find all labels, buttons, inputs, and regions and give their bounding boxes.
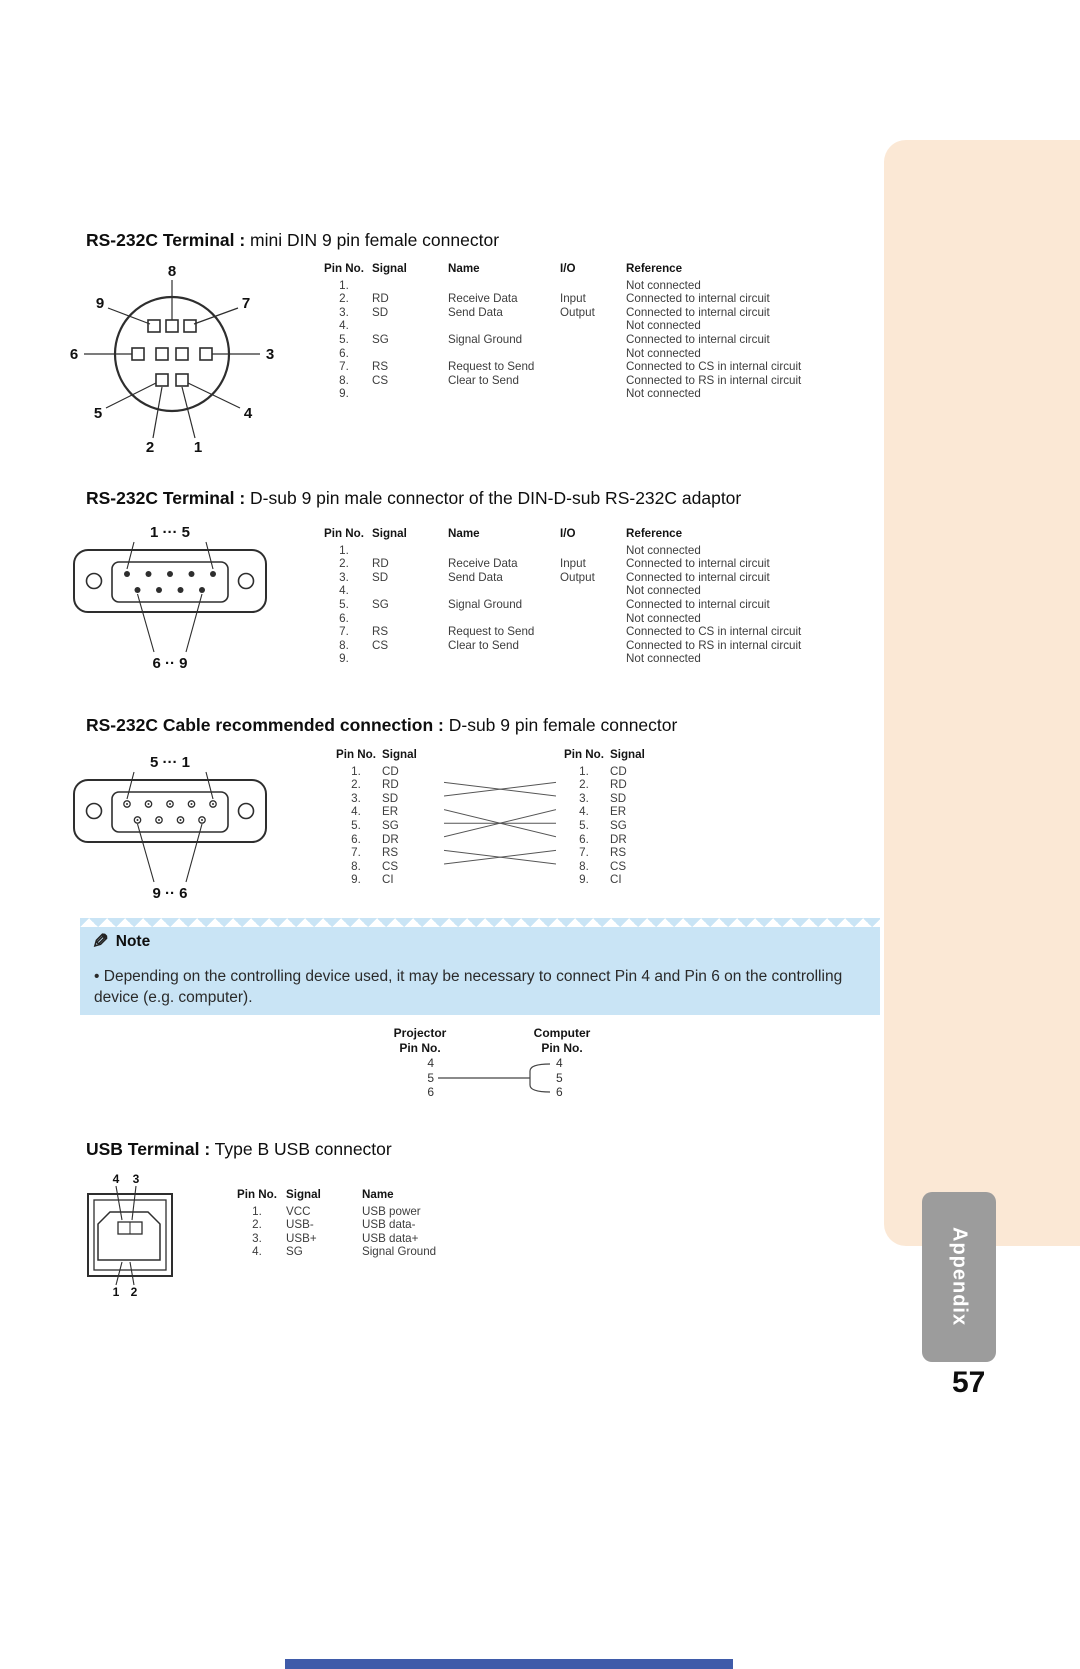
column-header: Reference — [626, 527, 683, 540]
table-cell: DR — [382, 832, 399, 846]
table-cell: RS — [372, 360, 389, 374]
table-cell: ER — [610, 805, 627, 819]
pencil-icon: ✎ — [92, 931, 109, 953]
column-header: Name — [448, 527, 480, 540]
table-cell: Connected to internal circuit — [626, 557, 770, 571]
table-cell: Request to Send — [448, 360, 535, 374]
table-cell: 9. — [339, 387, 349, 401]
table-cell: RS — [610, 846, 627, 860]
bridge-pin: 5 — [427, 1070, 434, 1085]
table-cell: 1. — [351, 764, 361, 778]
table-cell: RS — [372, 625, 389, 639]
column-header: Signal — [372, 527, 407, 540]
connector-pins — [124, 571, 216, 593]
screw-hole — [87, 804, 102, 819]
bridge-right-pins — [556, 1056, 576, 1100]
bridge-left-pins — [404, 1056, 434, 1100]
table-cell: 7. — [351, 846, 361, 860]
table-cell: 6. — [579, 832, 589, 846]
table-cell: Not connected — [626, 387, 701, 401]
table-cell: Not connected — [626, 584, 701, 598]
table-cell: 5. — [351, 818, 361, 832]
table-cell: RS — [382, 846, 399, 860]
table-cell: SD — [382, 791, 399, 805]
table-cell: 4. — [339, 319, 349, 333]
column-header: Signal — [610, 748, 645, 761]
bridge-right-sub: Pin No. — [541, 1040, 583, 1055]
section-title-bold: USB Terminal : — [86, 1139, 211, 1159]
screw-hole — [239, 574, 254, 589]
table-cell: Not connected — [626, 278, 701, 292]
dsub-female-connector-diagram — [70, 752, 270, 902]
table-cell: Output — [560, 570, 595, 584]
screw-hole — [239, 804, 254, 819]
table-cell — [372, 652, 448, 666]
table-cell: Send Data — [448, 305, 503, 319]
screw-hole — [87, 574, 102, 589]
appendix-tab-label: Appendix — [948, 1227, 971, 1327]
table-cell: 4. — [351, 805, 361, 819]
pin-range-label-bottom: 6 ·· 9 — [152, 655, 188, 672]
pin-table-usb — [228, 1188, 484, 1259]
table-cell: 3. — [579, 791, 589, 805]
table-cell: CI — [382, 873, 394, 887]
table-cell — [560, 347, 626, 361]
pin-label: 3 — [132, 1172, 140, 1186]
table-cell: Receive Data — [448, 557, 518, 571]
table-cell: 8. — [579, 859, 589, 873]
table-cell — [560, 639, 626, 653]
table-cell: Clear to Send — [448, 373, 519, 387]
pin-leader-lines — [84, 280, 260, 438]
table-cell — [560, 652, 626, 666]
table-cell: 1. — [339, 278, 349, 292]
table-cell: Signal Ground — [448, 597, 523, 611]
section-title-bold: RS-232C Terminal : — [86, 488, 246, 508]
table-cell — [448, 347, 560, 361]
table-cell: Connected to internal circuit — [626, 305, 770, 319]
table-cell — [560, 319, 626, 333]
table-cell: 1. — [339, 543, 349, 557]
bridge-pin: 5 — [556, 1070, 563, 1085]
table-cell: RD — [372, 557, 389, 571]
section-title-rs232c-mini-din — [86, 230, 499, 251]
section-title-rest: D-sub 9 pin male connector of the DIN-D-sub RS-232C adaptor — [245, 488, 742, 508]
table-cell: Not connected — [626, 652, 701, 666]
table-cell: 6. — [351, 832, 361, 846]
table-cell — [372, 347, 448, 361]
note-text — [94, 966, 874, 1008]
table-cell — [560, 625, 626, 639]
table-cell: 1. — [579, 764, 589, 778]
table-cell: 3. — [339, 570, 349, 584]
table-cell: Signal Ground — [448, 332, 523, 346]
table-cell: 2. — [351, 778, 361, 792]
section-title-rs232c-dsub — [86, 488, 741, 509]
table-cell: 5. — [339, 597, 349, 611]
table-cell: RD — [610, 778, 627, 792]
pin-range-label-bottom: 9 ·· 6 — [152, 885, 188, 902]
bridge-left-sub: Pin No. — [399, 1040, 441, 1055]
section-title-rest: Type B USB connector — [210, 1139, 392, 1159]
dsub-male-connector-diagram — [70, 522, 270, 672]
note-box — [80, 918, 880, 1015]
table-cell: Connected to RS in internal circuit — [626, 638, 802, 652]
table-cell: ER — [382, 805, 399, 819]
note-body: Depending on the controlling device used, it may be necessary to connect Pin 4 and Pin 6 on the controlling device (e.g. computer). — [94, 968, 843, 1006]
table-cell: USB- — [286, 1218, 314, 1232]
table-cell: RD — [372, 292, 389, 306]
table-cell — [448, 612, 560, 626]
pin-field — [112, 562, 228, 602]
table-cell: 8. — [339, 373, 349, 387]
table-cell: 4. — [579, 805, 589, 819]
type-b-opening — [98, 1212, 160, 1260]
table-cell: SG — [286, 1245, 303, 1259]
table-cell: DR — [610, 832, 627, 846]
table-cell — [372, 544, 448, 558]
pin-leader-lines — [127, 772, 213, 882]
table-cell — [560, 584, 626, 598]
table-cell: 6. — [339, 346, 349, 360]
table-cell — [560, 374, 626, 388]
table-cell: Connected to RS in internal circuit — [626, 373, 802, 387]
section-title-bold: RS-232C Cable recommended connection : — [86, 715, 444, 735]
note-header — [92, 932, 150, 952]
table-cell: Input — [560, 557, 586, 571]
column-header: Pin No. — [324, 262, 364, 275]
footer-bar — [285, 1659, 733, 1669]
table-cell: Connected to internal circuit — [626, 292, 770, 306]
pin-label: 8 — [167, 263, 177, 280]
appendix-tab — [922, 1192, 996, 1362]
column-header: Signal — [286, 1188, 321, 1201]
column-header: Name — [362, 1188, 394, 1201]
section-title-rest: mini DIN 9 pin female connector — [245, 230, 500, 250]
column-header: Signal — [382, 748, 417, 761]
cable-wires-svg — [444, 762, 556, 886]
table-cell: SG — [372, 597, 389, 611]
cable-table-right — [558, 748, 672, 887]
table-cell: RD — [382, 778, 399, 792]
table-cell: 5. — [339, 332, 349, 346]
pin-table-mini-din — [316, 262, 870, 401]
note-label: Note — [115, 933, 151, 950]
table-cell: USB power — [362, 1204, 421, 1218]
pin-range-label-top: 5 ··· 1 — [149, 754, 191, 771]
bridge-left-title: Projector — [393, 1026, 447, 1040]
usb-type-b-connector-diagram — [76, 1170, 198, 1298]
column-header: Pin No. — [237, 1188, 277, 1201]
bridge-pin: 4 — [427, 1056, 434, 1070]
table-cell: CS — [610, 859, 627, 873]
table-cell: CI — [610, 873, 622, 887]
table-cell — [372, 279, 448, 293]
table-cell: Clear to Send — [448, 638, 519, 652]
table-cell — [448, 652, 560, 666]
table-cell — [372, 584, 448, 598]
table-cell: SG — [382, 818, 399, 832]
table-cell: 7. — [339, 360, 349, 374]
table-cell: 2. — [339, 292, 349, 306]
table-cell: 2. — [339, 557, 349, 571]
table-cell: 2. — [252, 1218, 262, 1232]
table-cell: 9. — [579, 873, 589, 887]
bridge-pin: 4 — [556, 1056, 563, 1070]
table-cell: CD — [610, 764, 627, 778]
pin-range-label-top: 1 ··· 5 — [149, 524, 191, 541]
table-cell — [372, 319, 448, 333]
table-cell: SD — [372, 305, 389, 319]
table-cell — [448, 319, 560, 333]
table-cell: 4. — [252, 1245, 262, 1259]
table-cell: 3. — [351, 791, 361, 805]
column-header: I/O — [560, 262, 576, 275]
table-cell: 3. — [339, 305, 349, 319]
table-cell: Send Data — [448, 570, 503, 584]
table-cell: 5. — [579, 818, 589, 832]
table-cell — [560, 279, 626, 293]
bridge-left-header — [372, 1026, 468, 1055]
section-title-usb — [86, 1139, 392, 1160]
table-cell — [448, 544, 560, 558]
mini-din-connector-diagram — [58, 250, 290, 458]
column-header: Pin No. — [324, 527, 364, 540]
table-cell: Output — [560, 305, 595, 319]
section-title-rest: D-sub 9 pin female connector — [443, 715, 678, 735]
table-cell: USB data+ — [362, 1231, 419, 1245]
table-cell: 9. — [351, 873, 361, 887]
column-header: Signal — [372, 262, 407, 275]
table-cell: Connected to internal circuit — [626, 332, 770, 346]
column-header: Pin No. — [564, 748, 604, 761]
table-cell: 8. — [339, 638, 349, 652]
table-cell: Not connected — [626, 319, 701, 333]
pin-label: 2 — [130, 1285, 138, 1298]
pin-label: 1 — [193, 439, 203, 456]
table-cell: 7. — [579, 846, 589, 860]
table-cell — [560, 612, 626, 626]
connector-pins — [132, 320, 212, 386]
pin-label: 9 — [95, 295, 105, 312]
table-cell: Receive Data — [448, 292, 518, 306]
table-cell: Not connected — [626, 543, 701, 557]
pin-label: 3 — [265, 346, 275, 363]
column-header: Pin No. — [336, 748, 376, 761]
bridge-wire-diagram — [438, 1056, 552, 1102]
table-cell: SG — [372, 332, 389, 346]
table-cell — [372, 612, 448, 626]
section-title-cable-connection — [86, 715, 677, 736]
appendix-accent-panel — [884, 140, 1080, 1246]
bridge-right-title: Computer — [533, 1026, 591, 1040]
bridge-pin: 6 — [556, 1085, 563, 1099]
table-cell: 3. — [252, 1231, 262, 1245]
pin-label: 2 — [145, 439, 155, 456]
column-header: Reference — [626, 262, 683, 275]
pin-field — [112, 792, 228, 832]
table-cell: Connected to CS in internal circuit — [626, 360, 802, 374]
pin-label: 4 — [112, 1172, 120, 1186]
table-cell: CS — [372, 638, 389, 652]
table-cell — [448, 279, 560, 293]
table-cell: CS — [372, 373, 389, 387]
table-cell: Request to Send — [448, 625, 535, 639]
bridge-pin: 6 — [427, 1085, 434, 1099]
table-cell — [560, 387, 626, 401]
section-title-bold: RS-232C Terminal : — [86, 230, 246, 250]
page-number: 57 — [952, 1366, 986, 1399]
table-cell: VCC — [286, 1204, 311, 1218]
table-cell — [560, 333, 626, 347]
pin-label: 4 — [243, 405, 253, 422]
table-cell: Connected to internal circuit — [626, 597, 770, 611]
table-cell: SD — [372, 570, 389, 584]
table-cell: Input — [560, 292, 586, 306]
table-cell — [448, 387, 560, 401]
table-cell: Not connected — [626, 611, 701, 625]
table-cell: USB+ — [286, 1231, 317, 1245]
table-cell: SG — [610, 818, 627, 832]
table-cell: USB data- — [362, 1218, 416, 1232]
pin-label: 1 — [112, 1285, 120, 1298]
table-cell: CS — [382, 859, 399, 873]
table-cell — [560, 544, 626, 558]
socket-centers — [126, 803, 214, 821]
pin-label: 5 — [93, 405, 103, 422]
pin-label: 6 — [69, 346, 79, 363]
table-cell: CD — [382, 764, 399, 778]
cable-table-left — [330, 748, 444, 887]
table-cell — [372, 387, 448, 401]
table-cell: 8. — [351, 859, 361, 873]
column-header: I/O — [560, 527, 576, 540]
table-cell: 4. — [339, 584, 349, 598]
table-cell: SD — [610, 791, 627, 805]
pin-label: 7 — [241, 295, 251, 312]
table-cell: 6. — [339, 611, 349, 625]
table-cell: 7. — [339, 625, 349, 639]
bridge-right-header — [514, 1026, 610, 1055]
table-cell — [448, 584, 560, 598]
table-cell: Connected to CS in internal circuit — [626, 625, 802, 639]
pin-leader-lines — [127, 542, 213, 652]
table-cell: 2. — [579, 778, 589, 792]
table-cell: Not connected — [626, 346, 701, 360]
table-cell: Signal Ground — [362, 1245, 437, 1259]
table-cell — [560, 360, 626, 374]
table-cell — [560, 598, 626, 612]
table-cell: 1. — [252, 1204, 262, 1218]
column-header: Name — [448, 262, 480, 275]
bullet: • — [94, 968, 100, 985]
table-cell: 9. — [339, 652, 349, 666]
table-cell: Connected to internal circuit — [626, 570, 770, 584]
pin-table-dsub — [316, 527, 870, 666]
